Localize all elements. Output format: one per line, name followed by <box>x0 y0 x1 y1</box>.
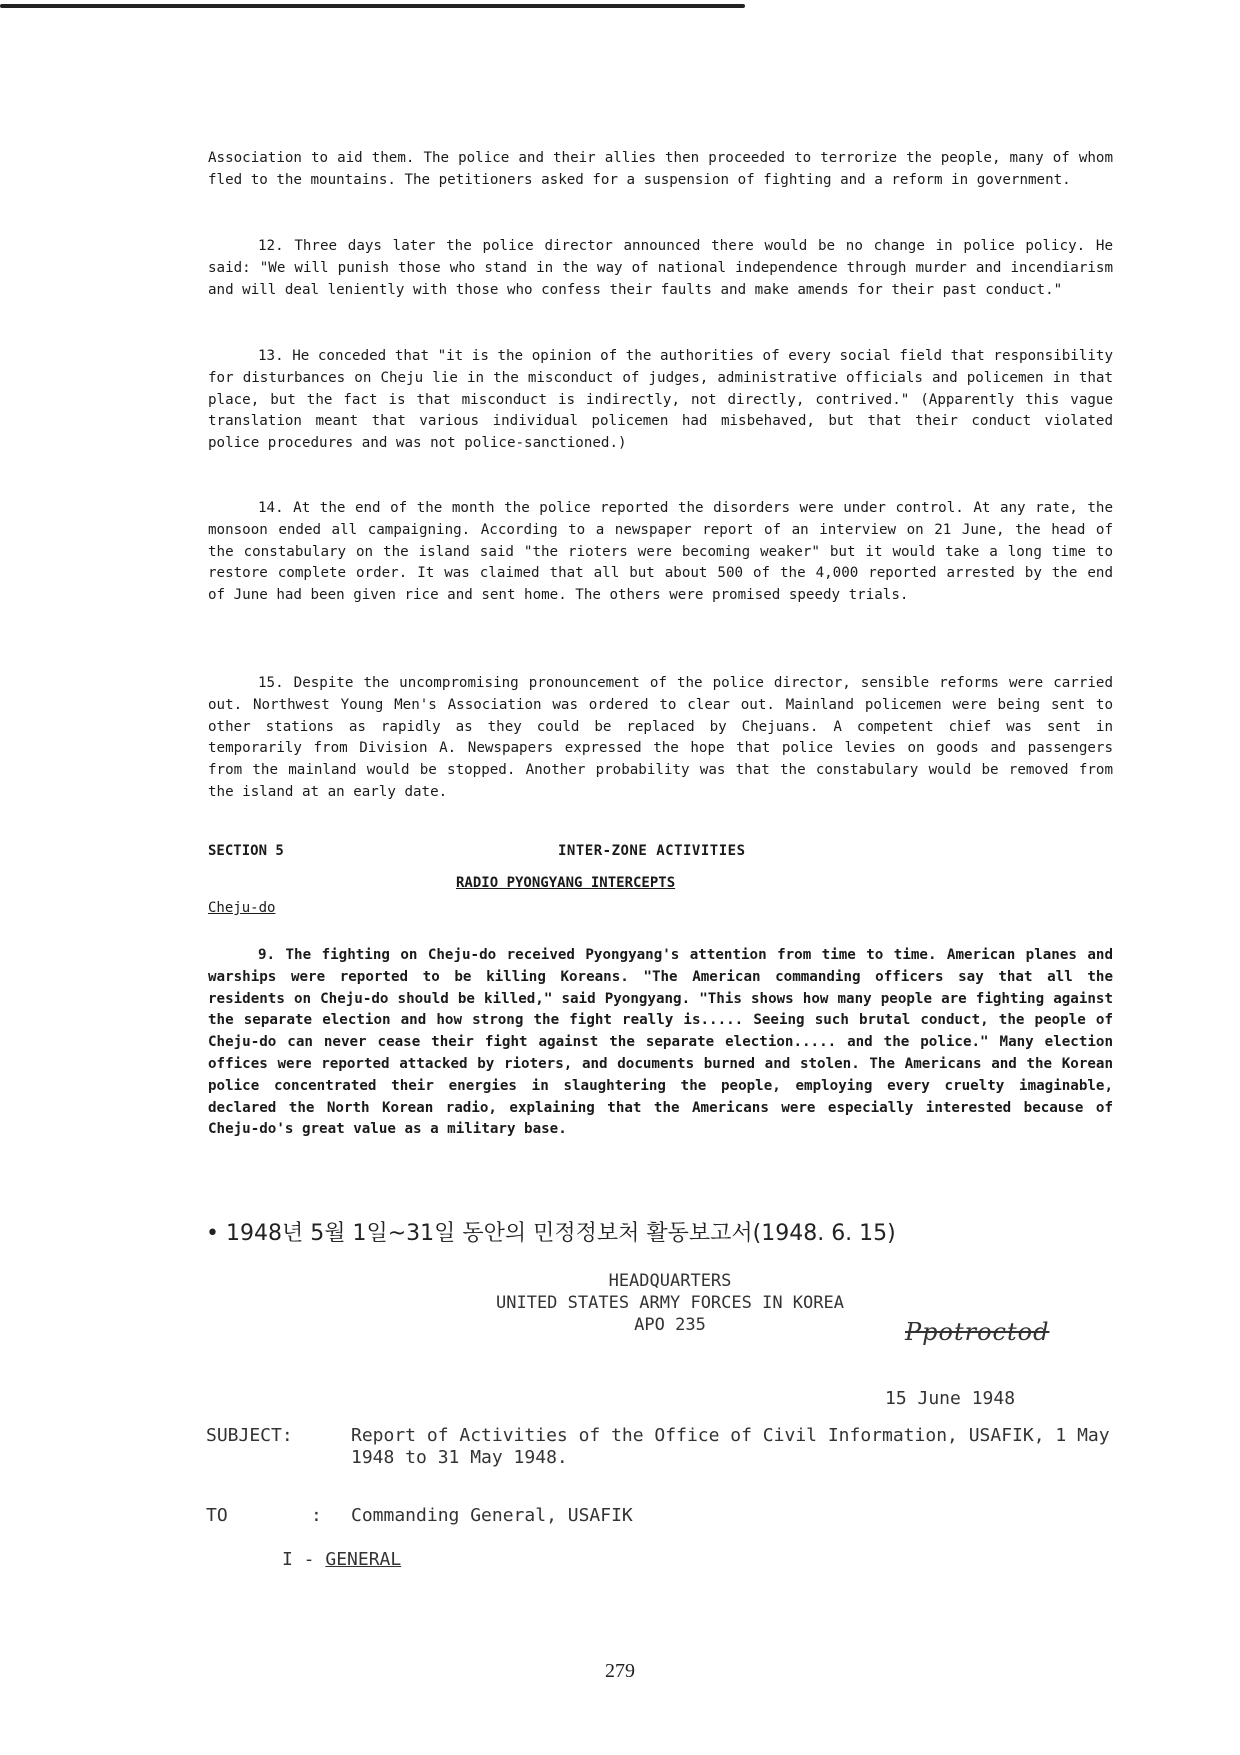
general-prefix: I - <box>282 1549 326 1570</box>
paragraph-text: Association to aid them. The police and their allies then proceeded to terrorize the people, many of whom fled to the mountains. The petitioners asked for a suspension of fighting and a reform in government. <box>208 150 1113 188</box>
section-general <box>282 1549 401 1570</box>
hq-line: UNITED STATES ARMY FORCES IN KOREA <box>496 1293 844 1313</box>
paragraph-text: 15. Despite the uncompromising pronouncement of the police director, sensible reforms were carried out. Northwest Young Men's Association was ordered to clear out. Mainland policemen were being sent to other stations as rapidly as they could be replaced by Chejuans. A competent chief was sent in temporarily from Division A. Newspapers expressed the hope that police levies on goods and passengers from the mainland would be stopped. Another probability was that the constabulary would be removed from the island at an early date. <box>208 675 1113 800</box>
paragraph-12 <box>208 236 1113 301</box>
paragraph-continuation <box>208 148 1113 192</box>
top-rule <box>0 4 745 8</box>
memo-date: 15 June 1948 <box>885 1388 1016 1409</box>
paragraph-14 <box>208 498 1113 607</box>
paragraph-text: 14. At the end of the month the police reported the disorders were under control. At any rate, the monsoon ended all campaigning. According to a newspaper report of an interview on 21 June, the head of the constabulary on the island said "the rioters were becoming weaker" but it would take a long time to restore complete order. It was claimed that all but about 500 of the 4,000 reported arrested by the end of June had been given rice and sent home. The others were promised speedy trials. <box>208 500 1113 604</box>
paragraph-text: 9. The fighting on Cheju-do received Pyongyang's attention from time to time. American planes and warships were reported to be killing Koreans. "The American commanding officers say that all the residents on Cheju-do should be killed," said Pyongyang. "This shows how many people are fighting against the separate election and how strong the fight really is..... Seeing such brutal conduct, the people of Cheju-do can never cease their fight against the separate election..... and the police." Many election offices were reported attacked by rioters, and documents burned and stolen. The Americans and the Korean police concentrated their energies in slaughtering the people, employing every cruelty imaginable, declared the North Korean radio, explaining that the Americans were especially interested because of Cheju-do's great value as a military base. <box>208 947 1113 1138</box>
to-colon: : <box>311 1505 322 1526</box>
hq-line: APO 235 <box>634 1315 706 1335</box>
section-title: INTER-ZONE ACTIVITIES <box>558 843 746 859</box>
paragraph-text: 12. Three days later the police director announced there would be no change in police policy. He said: "We will punish those who stand in the way of national independence through murder and incendiarism and will deal leniently with those who confess their faults and make amends for their past conduct." <box>208 238 1113 298</box>
paragraph-9 <box>208 945 1113 1141</box>
section-subtitle: RADIO PYONGYANG INTERCEPTS <box>456 875 676 891</box>
section-number: SECTION 5 <box>208 843 284 859</box>
paragraph-text: 13. He conceded that "it is the opinion of the authorities of every social field that responsibility for disturbances on Cheju lie in the misconduct of judges, administrative officials and policemen in that place, but the fact is that misconduct is indirectly, not directly, contrived." (Apparently this vague translation meant that various individual policemen had misbehaved, but that their conduct violated police procedures and was not police-sanctioned.) <box>208 348 1113 452</box>
memo-header <box>430 1270 910 1336</box>
hq-line: HEADQUARTERS <box>608 1271 732 1291</box>
section-heading <box>208 843 1113 865</box>
subject-text: Report of Activities of the Office of Civil Information, USAFIK, 1 May 1948 to 31 May 1948. <box>351 1425 1110 1468</box>
to-label: TO <box>206 1505 228 1526</box>
to-text: Commanding General, USAFIK <box>351 1505 633 1526</box>
page-number: 279 <box>605 1660 635 1682</box>
handwritten-signature: Ppotroctod <box>905 1318 1050 1346</box>
korean-caption: • 1948년 5월 1일~31일 동안의 민정정보처 활동보고서(1948. 6. 15) <box>206 1221 896 1246</box>
paragraph-15 <box>208 673 1113 804</box>
subject-label: SUBJECT: <box>206 1425 293 1446</box>
general-title: GENERAL <box>325 1549 402 1570</box>
paragraph-13 <box>208 346 1113 455</box>
subheading: Cheju-do <box>208 900 276 916</box>
